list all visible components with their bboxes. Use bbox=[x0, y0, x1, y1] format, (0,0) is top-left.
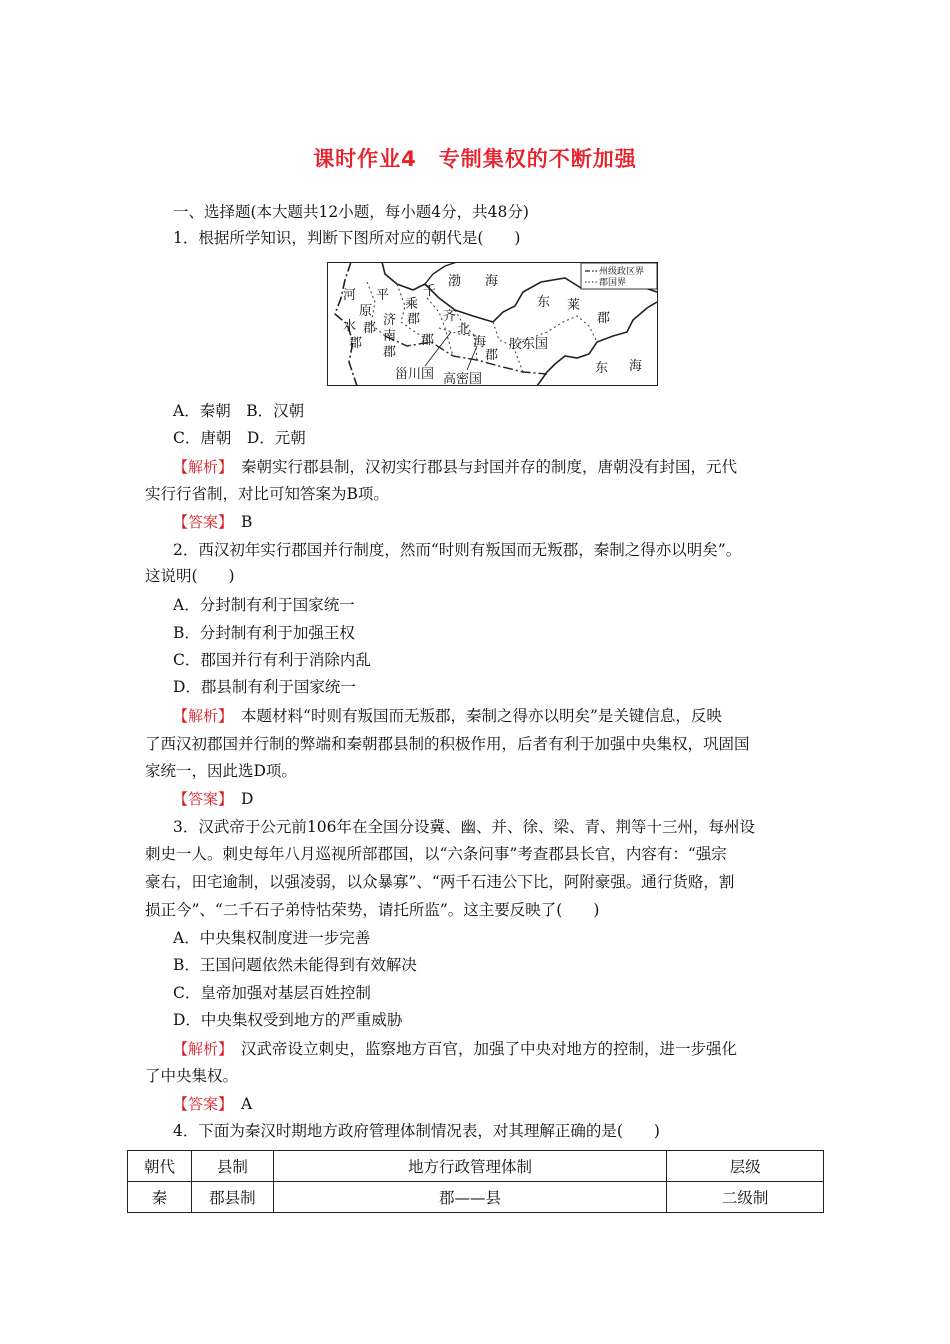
q1-analysis-line-2: 实行行省制，对比可知答案为B项。 bbox=[145, 485, 389, 503]
q2-stem-line-1: 2．西汉初年实行郡国并行制度，然而“时则有叛国而无叛郡，秦制之得亦以明矣”。 bbox=[173, 541, 742, 559]
label-jun-g: 郡 bbox=[597, 311, 611, 326]
label-yuan: 原 bbox=[359, 304, 373, 319]
q3-stem-line-2: 刺史一人。刺史每年八月巡视所部郡国，以“六条问事”考查郡县长官，内容有：“强宗 bbox=[145, 845, 727, 863]
label-jun-e: 郡 bbox=[421, 333, 435, 348]
header-admin-system: 地方行政管理体制 bbox=[273, 1151, 666, 1182]
label-shui: 水 bbox=[343, 319, 357, 334]
label-bei: 北 bbox=[457, 322, 471, 337]
q2-option-c: C．郡国并行有利于消除内乱 bbox=[173, 651, 371, 669]
q2-answer: 【答案】 D bbox=[173, 790, 254, 808]
header-level: 层级 bbox=[667, 1151, 824, 1182]
q3-option-a: A．中央集权制度进一步完善 bbox=[173, 929, 371, 947]
label-jun-c: 郡 bbox=[407, 312, 421, 327]
page-title: 课时作业4 专制集权的不断加强 bbox=[313, 147, 637, 171]
section-heading: 一、选择题(本大题共12小题，每小题4分，共48分) bbox=[173, 203, 529, 221]
q2-option-a: A．分封制有利于国家统一 bbox=[173, 596, 355, 614]
q3-stem-line-3: 豪右，田宅逾制，以强凌弱，以众暴寡”、“两千石违公下比，阿附豪强。通行货赂，割 bbox=[145, 873, 735, 891]
answer-tag: 【答案】 bbox=[173, 790, 226, 808]
q3-answer: 【答案】 A bbox=[173, 1095, 253, 1113]
header-county-system: 县制 bbox=[191, 1151, 273, 1182]
label-cheng: 乘 bbox=[405, 297, 419, 312]
q1-stem: 1．根据所学知识，判断下图所对应的朝代是( ) bbox=[173, 229, 521, 247]
label-qi: 齐 bbox=[443, 309, 457, 324]
q3-stem-line-4: 损正今”、“二千石子弟恃怙荣势，请托所监”。这主要反映了( ) bbox=[145, 901, 600, 919]
answer-tag: 【答案】 bbox=[173, 1095, 226, 1113]
cell-admin-system: 郡——县 bbox=[273, 1182, 666, 1213]
q1-answer: 【答案】 B bbox=[173, 513, 253, 531]
label-bohai-1: 渤 bbox=[448, 274, 462, 289]
q4-stem: 4．下面为秦汉时期地方政府管理体制情况表，对其理解正确的是( ) bbox=[173, 1122, 660, 1140]
q2-analysis-line-1: 【解析】 本题材料“时则有叛国而无叛郡，秦制之得亦以明矣”是关键信息，反映 bbox=[173, 707, 722, 725]
label-qian: 千 bbox=[423, 284, 437, 299]
q2-analysis-line-2: 了西汉初郡国并行制的弊端和秦朝郡县制的积极作用，后者有利于加强中央集权，巩固国 bbox=[145, 735, 750, 753]
label-donghai-1: 东 bbox=[595, 361, 609, 376]
analysis-tag: 【解析】 bbox=[173, 707, 226, 725]
q3-option-c: C．皇帝加强对基层百姓控制 bbox=[173, 984, 371, 1002]
label-jun-b: 郡 bbox=[363, 321, 377, 336]
analysis-tag: 【解析】 bbox=[173, 1040, 226, 1058]
q3-stem-line-1: 3．汉武帝于公元前106年在全国分设冀、幽、并、徐、梁、青、荆等十三州，每州设 bbox=[173, 818, 755, 836]
q2-option-d: D．郡县制有利于国家统一 bbox=[173, 678, 356, 696]
cell-dynasty: 秦 bbox=[128, 1182, 192, 1213]
label-lai: 莱 bbox=[567, 298, 581, 313]
analysis-tag: 【解析】 bbox=[173, 458, 226, 476]
legend-commandery-label: 郡国界 bbox=[599, 278, 627, 288]
q3-option-d: D．中央集权受到地方的严重威胁 bbox=[173, 1011, 403, 1029]
q2-stem-line-2: 这说明( ) bbox=[145, 567, 235, 585]
answer-tag: 【答案】 bbox=[173, 513, 226, 531]
table-header-row bbox=[128, 1151, 824, 1182]
label-jun-a: 郡 bbox=[349, 336, 363, 351]
han-map-figure bbox=[327, 262, 658, 386]
q1-options-ab: A．秦朝 B．汉朝 bbox=[173, 402, 305, 420]
label-ping: 平 bbox=[376, 288, 390, 303]
label-dong: 东 bbox=[537, 295, 551, 310]
q2-analysis-line-3: 家统一，因此选D项。 bbox=[145, 762, 297, 780]
cell-county-system: 郡县制 bbox=[191, 1182, 273, 1213]
label-hai-f: 海 bbox=[473, 335, 487, 350]
label-gaomi: 高密国 bbox=[443, 372, 483, 386]
q1-analysis-line-1: 【解析】 秦朝实行郡县制，汉初实行郡县与封国并存的制度，唐朝没有封国，元代 bbox=[173, 458, 738, 476]
label-zichuan: 甾川国 bbox=[395, 367, 435, 382]
q3-option-b: B．王国问题依然未能得到有效解决 bbox=[173, 956, 417, 974]
q3-analysis-line-1: 【解析】 汉武帝设立刺史，监察地方百官，加强了中央对地方的控制，进一步强化 bbox=[173, 1040, 738, 1058]
admin-system-table bbox=[127, 1150, 824, 1213]
label-bohai-2: 海 bbox=[485, 274, 499, 289]
q3-analysis-line-2: 了中央集权。 bbox=[145, 1067, 239, 1085]
label-jiaodong: 胶东国 bbox=[509, 337, 549, 352]
label-he: 河 bbox=[343, 288, 357, 303]
q1-options-cd: C．唐朝 D．元朝 bbox=[173, 429, 306, 447]
legend-state-label: 州级政区界 bbox=[599, 267, 645, 277]
label-jun-f: 郡 bbox=[485, 348, 499, 363]
label-nan: 南 bbox=[383, 329, 397, 344]
header-dynasty: 朝代 bbox=[128, 1151, 192, 1182]
label-ji: 济 bbox=[383, 313, 397, 328]
q2-option-b: B．分封制有利于加强王权 bbox=[173, 624, 355, 642]
table-row bbox=[128, 1182, 824, 1213]
label-donghai-2: 海 bbox=[629, 359, 643, 374]
label-jun-d: 郡 bbox=[383, 345, 397, 360]
cell-level: 二级制 bbox=[667, 1182, 824, 1213]
